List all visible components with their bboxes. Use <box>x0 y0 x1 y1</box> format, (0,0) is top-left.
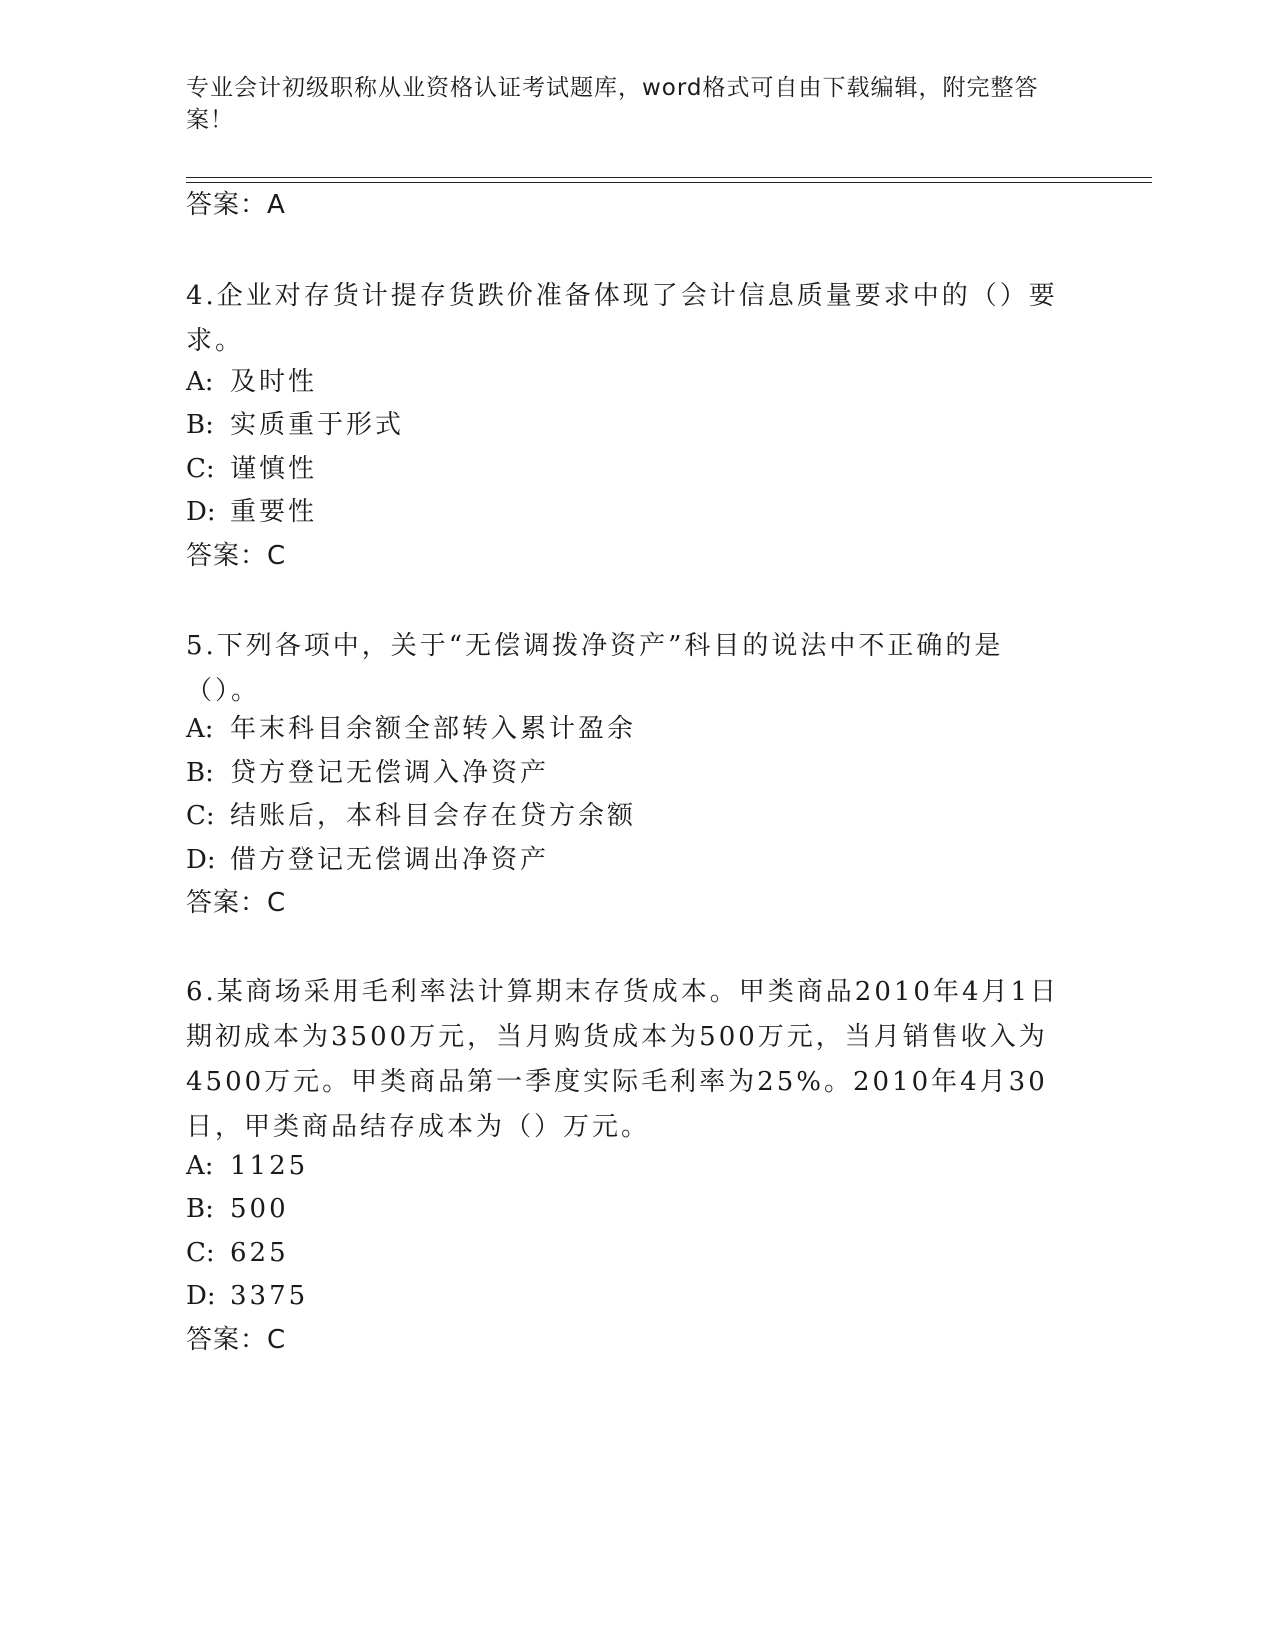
option-text: 结账后，本科目会存在贷方余额 <box>230 801 637 831</box>
option-text: 1125 <box>230 1151 309 1181</box>
option-key: B: <box>186 410 214 440</box>
q5-option-c <box>186 798 1066 834</box>
answer-label: 答案： <box>186 190 268 220</box>
option-key: C: <box>186 1238 215 1268</box>
answer-value: A <box>267 190 286 220</box>
question-4: 4.企业对存货计提存货跌价准备体现了会计信息质量要求中的（）要求。 <box>186 281 1058 356</box>
q4-option-b <box>186 407 1066 443</box>
header-divider-top <box>186 177 1152 178</box>
q4-option-d <box>186 494 1066 530</box>
option-text: 3375 <box>230 1281 309 1311</box>
q4-option-a <box>186 364 1066 400</box>
answer-value: C <box>267 888 287 918</box>
q5-option-b <box>186 755 1066 791</box>
answer-value: C <box>267 1325 287 1355</box>
option-text: 年末科目余额全部转入累计盈余 <box>230 714 637 744</box>
option-key: A: <box>186 714 214 744</box>
option-text: 贷方登记无偿调入净资产 <box>230 758 550 788</box>
option-key: C: <box>186 801 215 831</box>
answer-label: 答案： <box>186 1325 268 1355</box>
q4-option-c <box>186 451 1066 487</box>
option-text: 谨慎性 <box>230 454 318 484</box>
q6-option-d <box>186 1278 1066 1314</box>
option-key: C: <box>186 454 215 484</box>
q6-option-b <box>186 1191 1066 1227</box>
option-key: B: <box>186 758 214 788</box>
option-key: A: <box>186 367 214 397</box>
q6-option-c <box>186 1235 1066 1271</box>
option-text: 及时性 <box>230 367 318 397</box>
option-text: 500 <box>230 1194 289 1224</box>
header-divider-bottom <box>186 182 1152 183</box>
option-text: 重要性 <box>230 497 318 527</box>
answer-q6 <box>186 1322 286 1358</box>
answer-label: 答案： <box>186 541 268 571</box>
option-text: 625 <box>230 1238 289 1268</box>
question-6: 6.某商场采用毛利率法计算期末存货成本。甲类商品2010年4月1日期初成本为3500万元，当月购货成本为500万元，当月销售收入为4500万元。甲类商品第一季度实际毛利率为25%。2010年4月30日，甲类商品结存成本为（）万元。 <box>186 977 1060 1142</box>
answer-value: C <box>267 541 287 571</box>
option-text: 实质重于形式 <box>230 410 405 440</box>
question-5: 5.下列各项中，关于“无偿调拨净资产”科目的说法中不正确的是（）。 <box>186 631 1004 706</box>
answer-prev <box>186 187 286 223</box>
option-key: D: <box>186 845 216 875</box>
option-key: D: <box>186 497 216 527</box>
option-key: B: <box>186 1194 214 1224</box>
q5-option-a <box>186 711 1066 747</box>
option-text: 借方登记无偿调出净资产 <box>230 845 550 875</box>
option-key: A: <box>186 1151 214 1181</box>
answer-q5 <box>186 885 286 921</box>
document-header: 专业会计初级职称从业资格认证考试题库，word格式可自由下载编辑，附完整答案！ <box>186 75 1039 133</box>
q5-option-d <box>186 842 1066 878</box>
q6-option-a <box>186 1148 1066 1184</box>
answer-q4 <box>186 538 286 574</box>
option-key: D: <box>186 1281 216 1311</box>
answer-label: 答案： <box>186 888 268 918</box>
